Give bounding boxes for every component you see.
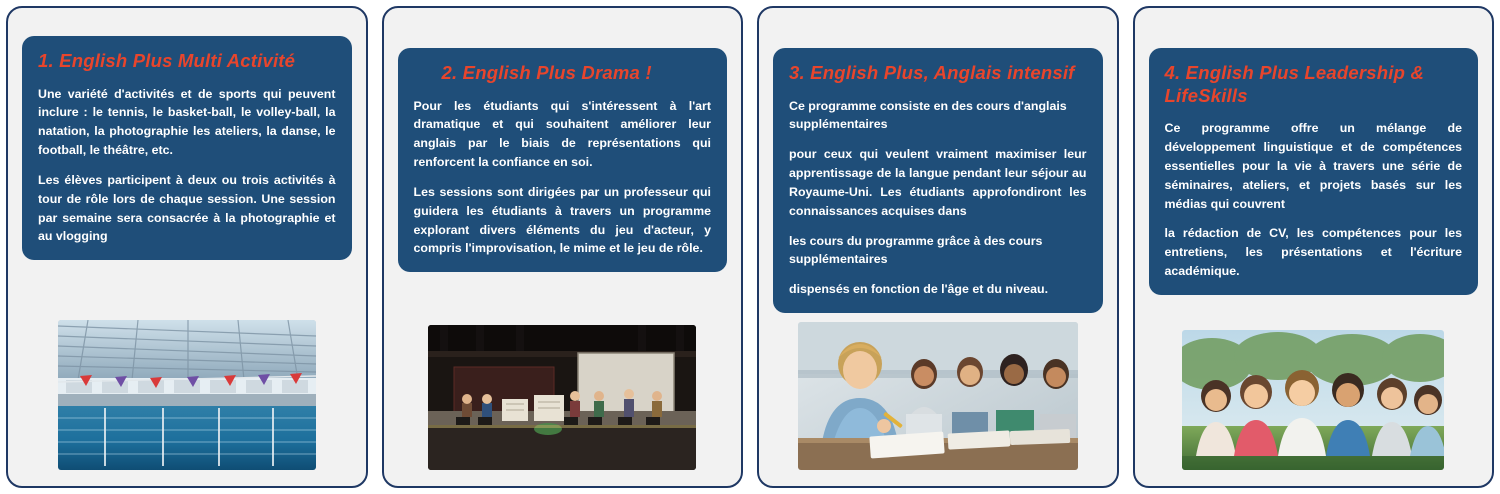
card-title: 3. English Plus, Anglais intensif bbox=[789, 62, 1075, 83]
card-textbox bbox=[22, 36, 352, 260]
card-paragraph: Les sessions sont dirigées par un professeur qui guidera les étudiants à travers un programme explorant divers éléments du jeu d'acteur, y compris l'improvisation, le mime et le jeu de rôle. bbox=[413, 184, 711, 256]
card-paragraph: Les élèves participent à deux ou trois activités à tour de rôle lors de chaque session. Une session par semaine sera consacrée à la photographie et au vlogging bbox=[38, 172, 336, 244]
programme-card-leadership[interactable] bbox=[1133, 6, 1495, 488]
programme-card-drama[interactable] bbox=[382, 6, 744, 488]
card-paragraph: les cours du programme grâce à des cours supplémentaires bbox=[789, 233, 1043, 267]
students-outdoors-photo bbox=[1182, 330, 1444, 470]
card-title: 2. English Plus Drama ! bbox=[441, 62, 652, 83]
students-studying-photo bbox=[798, 322, 1078, 470]
programme-card-anglais-intensif[interactable] bbox=[757, 6, 1119, 488]
swimming-pool-photo bbox=[58, 320, 316, 470]
card-paragraph: Pour les étudiants qui s'intéressent à l'art dramatique et qui souhaitent améliorer leur anglais par le biais de représentations qui renforcent la confiance en soi. bbox=[413, 98, 711, 170]
card-title: 4. English Plus Leadership & LifeSkills bbox=[1164, 62, 1425, 106]
card-textbox bbox=[398, 48, 728, 272]
card-textbox bbox=[1149, 48, 1479, 295]
card-textbox bbox=[773, 48, 1103, 313]
card-paragraph: Ce programme offre un mélange de développement linguistique et de compétences essentielles pour la vie à travers une série de séminaires, ateliers, et projets basés sur les médias qui couvrent bbox=[1164, 121, 1462, 211]
theatre-stage-photo bbox=[428, 325, 696, 470]
card-paragraph: dispensés en fonction de l'âge et du niveau. bbox=[789, 282, 1049, 297]
card-paragraph: la rédaction de CV, les compétences pour les entretiens, les présentations et l'écriture académique. bbox=[1164, 226, 1462, 279]
programme-card-multi-activite[interactable] bbox=[6, 6, 368, 488]
card-paragraph: Ce programme consiste en des cours d'anglais supplémentaires bbox=[789, 98, 1067, 132]
card-paragraph: Une variété d'activités et de sports qui peuvent inclure : le tennis, le basket-ball, le volley-ball, la natation, la photographie les ateliers, la danse, le football, le théâtre, etc. bbox=[38, 86, 336, 158]
card-paragraph: pour ceux qui veulent vraiment maximiser leur apprentissage de la langue pendant leur séjour au Royaume-Uni. Les étudiants approfondiront les connaissances acquises dans bbox=[789, 147, 1087, 218]
card-title: 1. English Plus Multi Activité bbox=[38, 50, 296, 71]
